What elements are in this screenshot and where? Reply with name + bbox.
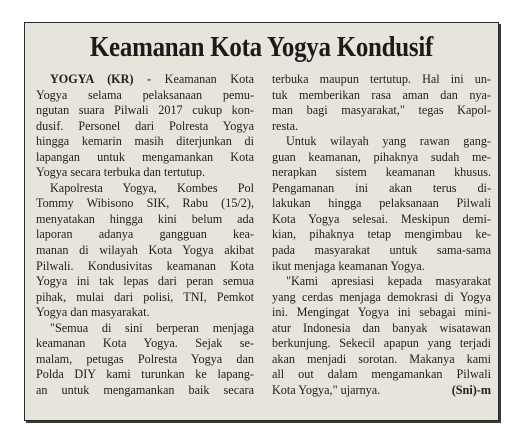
text-line xyxy=(272,103,491,119)
article-column-right xyxy=(272,72,491,398)
text-line-content: Pilwali. Kondusivitas keamanan Kota xyxy=(36,258,254,273)
text-line xyxy=(36,134,254,150)
text-line-content: akan menjadi sorotan. Makanya kami xyxy=(272,351,491,366)
text-line xyxy=(272,181,491,197)
text-line xyxy=(36,243,254,259)
text-line-content: terbuka maupun tertutup. Hal ini un- xyxy=(272,72,491,86)
text-line xyxy=(272,274,491,290)
text-line xyxy=(272,290,491,306)
text-line xyxy=(272,196,491,212)
text-line-content: yang cerdas menjaga demokrasi di Yogya xyxy=(272,289,491,304)
text-line xyxy=(36,119,254,135)
text-line xyxy=(272,150,491,166)
text-line xyxy=(36,259,254,275)
text-line-content: menyatakan hingga kini belum ada xyxy=(36,211,254,226)
text-line xyxy=(272,352,491,368)
text-line-content: dusif. Personel dari Polresta Yogya xyxy=(36,118,254,133)
text-line xyxy=(36,321,254,337)
text-line xyxy=(272,243,491,259)
text-line-content: berkunjung. Sekecil apapun yang terjadi xyxy=(272,336,491,351)
text-line xyxy=(272,88,491,104)
text-line-content: resta. xyxy=(272,118,299,133)
text-line-content: malam, petugas Polresta Yogya dan xyxy=(36,351,254,366)
text-line xyxy=(36,367,254,383)
newspaper-clipping xyxy=(24,22,499,421)
text-line-content: pada masyarakat untuk sama-sama xyxy=(272,243,491,258)
text-line-content: Kota Yogya," ujarnya. xyxy=(272,382,381,397)
text-line-content: Polda DIY kami turunkan ke lapang- xyxy=(36,367,254,382)
text-line xyxy=(272,305,491,321)
text-line-content: an untuk mengamankan baik secara xyxy=(36,382,254,397)
text-line-content: keamanan Kota Yogya. Sejak se- xyxy=(36,336,254,351)
text-line-content: manan di wilayah Kota Yogya akibat xyxy=(36,243,254,258)
text-line xyxy=(36,181,254,197)
text-line xyxy=(36,290,254,306)
text-line xyxy=(272,336,491,352)
text-line xyxy=(272,367,491,383)
text-line-content: Keamanan Kota xyxy=(164,72,254,86)
text-line-content: Pengamanan ini akan terus di- xyxy=(272,180,491,195)
text-line-content: tuk memberikan rasa aman dan nya- xyxy=(272,87,491,102)
text-line xyxy=(36,88,254,104)
text-line xyxy=(272,383,491,399)
text-line-content: lapangan untuk mengamankan Kota xyxy=(36,149,254,164)
text-line-content: all out dalam mengamankan Pilwali xyxy=(272,367,491,382)
text-line xyxy=(36,150,254,166)
text-line xyxy=(272,259,491,275)
text-line-content: man bagi masyarakat," tegas Kapol- xyxy=(272,103,491,118)
text-line-content: ngutan suara Pilwali 2017 cukup kon- xyxy=(36,103,254,118)
text-line-content: guan keamanan, pihaknya sudah me- xyxy=(272,149,491,164)
text-line-content: Yogya dan masyarakat. xyxy=(36,305,150,320)
text-line-content: lakukan hingga pelaksanaan Pilwali xyxy=(272,196,491,211)
text-line xyxy=(272,212,491,228)
article-column-left xyxy=(36,72,254,398)
text-line xyxy=(36,336,254,352)
text-line xyxy=(272,227,491,243)
text-line xyxy=(272,134,491,150)
text-line-content: hingga kemarin masih diterjunkan di xyxy=(36,134,254,149)
text-line xyxy=(36,165,254,181)
text-line-content: Yogya selama pelaksanaan pemu- xyxy=(36,87,254,102)
text-line xyxy=(272,165,491,181)
text-line xyxy=(272,321,491,337)
text-line-content: Kapolresta Yogya, Kombes Pol xyxy=(50,180,254,195)
text-line-content: Yogya secara terbuka dan tertutup. xyxy=(36,165,205,180)
text-line xyxy=(36,103,254,119)
text-line-content: ini. Mengingat Yogya ini sebagai mini- xyxy=(272,305,491,320)
text-line-content: laporan adanya gangguan kea- xyxy=(36,227,254,242)
text-line-content: Kota Yogya selesai. Meskipun demi- xyxy=(272,211,491,226)
text-line xyxy=(36,227,254,243)
text-line-content: Yogya ini tak lepas dari peran semua xyxy=(36,274,254,289)
text-line-content: kian, pihaknya tetap mengimbau ke- xyxy=(272,227,491,242)
text-line xyxy=(272,72,491,88)
text-line xyxy=(36,196,254,212)
text-line xyxy=(36,72,254,88)
text-line-content: pihak, mulai dari polisi, TNI, Pemkot xyxy=(36,289,254,304)
text-line-content: nerapkan sistem keamanan khusus. xyxy=(272,165,491,180)
text-line-content: "Kami apresiasi kepada masyarakat xyxy=(286,274,491,289)
text-line xyxy=(36,305,254,321)
dateline: YOGYA (KR) - xyxy=(50,72,152,86)
text-line xyxy=(36,212,254,228)
text-line-content: ikut menjaga keamanan Yogya. xyxy=(272,258,425,273)
text-line xyxy=(36,383,254,399)
article-headline: Keamanan Kota Yogya Kondusif xyxy=(89,31,434,63)
text-line-content: atur Indonesia dan banyak wisatawan xyxy=(272,320,491,335)
text-line xyxy=(272,119,491,135)
text-line-content: "Semua di sini berperan menjaga xyxy=(50,320,254,335)
text-line xyxy=(36,274,254,290)
text-line-content: Tommy Wibisono SIK, Rabu (15/2), xyxy=(36,196,254,211)
author-signature: (Sni)-m xyxy=(451,382,491,397)
text-line xyxy=(36,352,254,368)
text-line-content: Untuk wilayah yang rawan gang- xyxy=(286,134,491,149)
